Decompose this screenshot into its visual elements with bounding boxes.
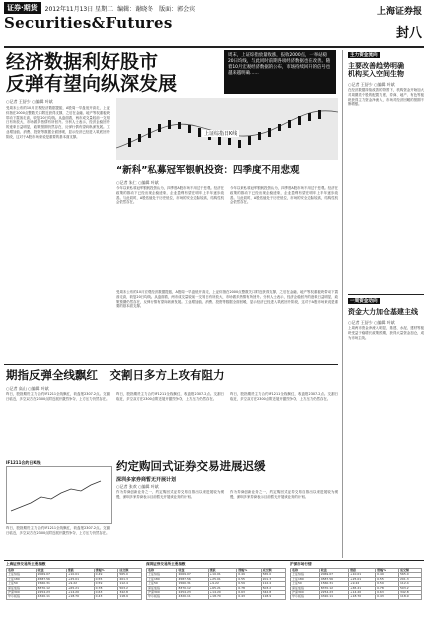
table-mid-title: 深圳证券交易所主要指数 bbox=[146, 562, 186, 566]
table-cell: 342.8 bbox=[261, 591, 285, 595]
candle bbox=[248, 136, 251, 145]
table-cell: +14.20 bbox=[66, 591, 94, 595]
table-header-cell: 名称 bbox=[291, 569, 320, 573]
table-cell: +18.70 bbox=[208, 595, 237, 599]
table-cell: 0.63 bbox=[237, 591, 261, 595]
paper-name: 上海证券报 bbox=[376, 7, 422, 17]
table-cell: 201.3 bbox=[399, 577, 422, 581]
table-cell: 4587.56 bbox=[319, 577, 348, 581]
table-cell: 上证综指 bbox=[291, 573, 320, 577]
date-line: 2012年11月13日 星期二 bbox=[44, 5, 114, 13]
table-cell: +18.70 bbox=[66, 595, 94, 599]
table-cell: 2254.23 bbox=[177, 591, 208, 595]
candle bbox=[268, 128, 271, 137]
table-cell: 118.9 bbox=[118, 595, 142, 599]
market-table-right bbox=[290, 568, 422, 600]
table-cell: 503.2 bbox=[118, 586, 142, 590]
table-cell: 2069.07 bbox=[319, 573, 348, 577]
table-cell: 201.3 bbox=[118, 577, 142, 581]
table-cell: 上证50 bbox=[291, 582, 320, 586]
table-cell: 1560.31 bbox=[319, 582, 348, 586]
table-cell: 0.43 bbox=[94, 595, 118, 599]
section-english-title: Securities&Futures bbox=[4, 14, 173, 32]
table-left-title: 上海证券交易所主要指数 bbox=[6, 562, 46, 566]
table-cell: +9.22 bbox=[208, 582, 237, 586]
table-cell: 565.0 bbox=[399, 573, 422, 577]
fund-body-col1: 今年以来私募冠军银帆投资认为，四季度A股市场不用过于悲观。经济在政策的推动下已经出现企稳迹象，企业盈利有望在明年上半年逐步改善。与此同时，A股估值处于历史低位，市场的安全边际较高，结构性机会依然存在。 bbox=[116, 186, 224, 205]
table-cell: 沪深300 bbox=[291, 591, 320, 595]
candle bbox=[148, 128, 151, 138]
table-cell: 0.78 bbox=[94, 586, 118, 590]
candle bbox=[318, 110, 321, 119]
column-divider bbox=[342, 50, 343, 558]
table-cell: 0.59 bbox=[376, 582, 399, 586]
candle bbox=[198, 128, 201, 137]
table-header-cell: 收盘 bbox=[36, 569, 66, 573]
table-right-title: 沪深市场行情 bbox=[290, 562, 312, 566]
masthead-top-line bbox=[4, 3, 195, 13]
section-rule bbox=[4, 364, 338, 365]
table-cell: 上证50 bbox=[147, 582, 177, 586]
candle bbox=[228, 138, 231, 145]
table-cell: 0.78 bbox=[376, 586, 399, 590]
candle bbox=[298, 116, 301, 125]
table-cell: +9.22 bbox=[66, 582, 94, 586]
futures-line bbox=[11, 481, 101, 511]
repo-subheadline: 深圳多家券商暂无开展计划 bbox=[116, 477, 177, 483]
table-cell: 112.4 bbox=[118, 582, 142, 586]
candle bbox=[158, 124, 161, 132]
futures-headline: 期指反弹全线飘红 交割日多方上攻有阻力 bbox=[6, 368, 225, 382]
table-cell: 0.43 bbox=[237, 595, 261, 599]
table-cell: 上证180 bbox=[7, 577, 37, 581]
table-cell: 中小板指 bbox=[7, 595, 37, 599]
table-cell: 8370.12 bbox=[319, 586, 348, 590]
futures-chart-title: IF1211合约日K线 bbox=[6, 460, 41, 465]
table-cell: 0.59 bbox=[94, 582, 118, 586]
table-cell: +18.70 bbox=[349, 595, 376, 599]
candle bbox=[288, 120, 291, 128]
table-cell: 112.4 bbox=[399, 582, 422, 586]
masthead bbox=[0, 0, 428, 48]
candle bbox=[258, 132, 261, 140]
fund-headline: “新科”私募冠军银帆投资：四季度不用悲观 bbox=[116, 165, 300, 176]
table-cell: 1560.31 bbox=[36, 582, 66, 586]
table-cell: 0.63 bbox=[376, 591, 399, 595]
right-lower-label: 一周资金动向 bbox=[350, 299, 378, 304]
table-cell: +65.21 bbox=[349, 586, 376, 590]
table-cell: 565.0 bbox=[118, 573, 142, 577]
table-cell: 深证成指 bbox=[7, 586, 37, 590]
table-cell: 2254.23 bbox=[36, 591, 66, 595]
right-lower-byline: ○记者 王舒少 ○编辑 叶斌 bbox=[348, 320, 395, 325]
table-cell: 8370.12 bbox=[36, 586, 66, 590]
table-cell: 4587.56 bbox=[177, 577, 208, 581]
candlestick-chart bbox=[116, 98, 338, 160]
table-cell: 0.55 bbox=[237, 577, 261, 581]
futures-body-cont: 昨日，股指期货主力合约IF1211全线飘红，收盘报2307.2点。交割日临近，多空双方在2300点附近展开激烈争夺，上方压力仍然存在。 bbox=[6, 526, 110, 535]
table-cell: 503.2 bbox=[261, 586, 285, 590]
editor-line: 编辑：谢晓冬 版面：郭会宾 bbox=[117, 5, 196, 13]
table-cell: 上证50 bbox=[7, 582, 37, 586]
table-cell: 201.3 bbox=[261, 577, 285, 581]
table-cell: 503.2 bbox=[399, 586, 422, 590]
table-cell: +10.01 bbox=[349, 573, 376, 577]
candle bbox=[128, 138, 131, 147]
right-rule bbox=[348, 294, 424, 295]
table-header-cell: 名称 bbox=[147, 569, 177, 573]
table-header-cell: 涨幅% bbox=[237, 569, 261, 573]
lead-headline-line1: 经济数据利好股市 bbox=[6, 51, 159, 73]
futures-chart bbox=[6, 466, 112, 524]
futures-body-col3: 昨日，股指期货主力合约IF1211全线飘红，收盘报2307.2点。交割日临近，多空双方在2300点附近展开激烈争夺，上方压力仍然存在。 bbox=[230, 392, 338, 401]
futures-body-col2: 昨日，股指期货主力合约IF1211全线飘红，收盘报2307.2点。交割日临近，多空双方在2300点附近展开激烈争夺，上方压力仍然存在。 bbox=[116, 392, 224, 401]
section-badge: 证券·期货 bbox=[4, 2, 41, 14]
table-cell: 沪深300 bbox=[147, 591, 177, 595]
table-cell: 深证成指 bbox=[147, 586, 177, 590]
table-cell: 112.4 bbox=[261, 582, 285, 586]
table-cell: 118.9 bbox=[261, 595, 285, 599]
table-cell: 4320.11 bbox=[319, 595, 348, 599]
market-table-left bbox=[6, 568, 142, 600]
lead-chart bbox=[116, 98, 338, 160]
table-cell: 4320.11 bbox=[36, 595, 66, 599]
right-lower-body: 上周两市资金净流入明显，基建、水泥、建材等板块受益于稳增长政策预期，获得大量资金加仓，成为市场主线。 bbox=[348, 326, 424, 340]
table-cell: 0.49 bbox=[237, 573, 261, 577]
table-cell: +14.20 bbox=[349, 591, 376, 595]
table-cell: +65.21 bbox=[66, 586, 94, 590]
table-header-cell: 名称 bbox=[7, 569, 37, 573]
table-cell: +65.21 bbox=[208, 586, 237, 590]
candle bbox=[188, 125, 191, 133]
right-top-label: 主力资金流向 bbox=[350, 53, 378, 58]
repo-body-col2: 作为券商创新业务之一，约定购回式证券交易自推出以来进展较为缓慢，深圳多家券商表示目前暂无开展该业务的计划。 bbox=[230, 490, 338, 499]
table-cell: 1560.31 bbox=[177, 582, 208, 586]
right-body: 在经济数据持续改善的背景下，机构资金开始加大对周期类个股的配置力度，券商、地产、有色等板块获得主力资金净流入，市场对经济回暖的预期不断增强。 bbox=[348, 88, 424, 107]
chart-label: 上证综指日K线 bbox=[204, 131, 238, 137]
table-cell: 上证综指 bbox=[147, 573, 177, 577]
table-cell: 0.49 bbox=[94, 573, 118, 577]
table-cell: +10.01 bbox=[208, 573, 237, 577]
candle bbox=[168, 120, 171, 129]
masthead-rule bbox=[4, 46, 424, 48]
repo-headline: 约定购回式证券交易进展迟缓 bbox=[116, 459, 266, 473]
candle bbox=[178, 122, 181, 129]
table-cell: 中小板指 bbox=[147, 595, 177, 599]
market-table-mid bbox=[146, 568, 286, 600]
candle bbox=[308, 113, 311, 121]
repo-byline: ○记者 张欢 ○编辑 叶斌 bbox=[116, 484, 159, 489]
page-number: 封八 bbox=[395, 26, 422, 41]
table-cell: 8370.12 bbox=[177, 586, 208, 590]
bottom-rule bbox=[4, 560, 424, 561]
lead-byline: ○记者 王舒少 ○编辑 叶斌 bbox=[6, 99, 53, 104]
lead-headline bbox=[6, 52, 226, 96]
table-cell: 342.8 bbox=[399, 591, 422, 595]
lead-body-cont: 受周末公布的10月宏观经济数据提振，A股周一早盘低开高走，上证综指在2000点整数关口附近获得支撑，之后在金融、地产等权重板块带动下震荡走高，收复20日均线。从盘面看，两市成交量较前一交易日有所放大，市场做多热情有所回升。分析人士表示，经济企稳回升的迹象日益明显，政策预期仍然存在，反弹行情有望向纵深发展。工业增加值、消费、投资等数据全面回暖，显示经济已经进入筑底回升阶段，这对于A股市场来说是重要的基本面支撑。 bbox=[116, 290, 338, 309]
table-cell: 2254.23 bbox=[319, 591, 348, 595]
table-header-cell: 涨跌 bbox=[349, 569, 376, 573]
table-cell: 565.0 bbox=[261, 573, 285, 577]
table-header-cell: 涨跌 bbox=[208, 569, 237, 573]
candles bbox=[128, 110, 321, 148]
table-header-cell: 成交额 bbox=[261, 569, 285, 573]
candle bbox=[218, 136, 221, 145]
right-headline: 主要改善趋势明确 机构买入空间生物 bbox=[348, 62, 404, 79]
futures-candles bbox=[7, 467, 111, 523]
table-row bbox=[147, 595, 286, 599]
futures-byline: ○记者 高山 ○编辑 叶斌 bbox=[6, 386, 49, 391]
table-header-cell: 涨幅% bbox=[376, 569, 399, 573]
repo-body-col1: 作为券商创新业务之一，约定购回式证券交易自推出以来进展较为缓慢，深圳多家券商表示目前暂无开展该业务的计划。 bbox=[116, 490, 224, 499]
table-cell: 2069.07 bbox=[36, 573, 66, 577]
table-row bbox=[291, 595, 422, 599]
table-cell: 0.55 bbox=[94, 577, 118, 581]
table-cell: 沪深300 bbox=[7, 591, 37, 595]
fund-byline: ○记者 朱仁 ○编辑 叶斌 bbox=[116, 180, 159, 185]
table-cell: 上证180 bbox=[147, 577, 177, 581]
table-header-cell: 收盘 bbox=[177, 569, 208, 573]
table-cell: 342.8 bbox=[118, 591, 142, 595]
table-cell: 2069.07 bbox=[177, 573, 208, 577]
table-cell: 0.49 bbox=[376, 573, 399, 577]
table-cell: 中小板指 bbox=[291, 595, 320, 599]
fund-body-col2: 今年以来私募冠军银帆投资认为，四季度A股市场不用过于悲观。经济在政策的推动下已经出现企稳迹象，企业盈利有望在明年上半年逐步改善。与此同时，A股估值处于历史低位，市场的安全边际较高，结构性机会依然存在。 bbox=[230, 186, 338, 205]
table-cell: 0.43 bbox=[376, 595, 399, 599]
table-cell: 上证180 bbox=[291, 577, 320, 581]
table-cell: +25.01 bbox=[66, 577, 94, 581]
table-cell: +10.01 bbox=[66, 573, 94, 577]
lead-sidebar-quote: 周末，上证综指放量收涨，报收2000点，一举站稳20日均线，与此同时前期各项经济数据也在改善。随着10月宏观经济数据的公布，市场持续回升的信号也越来越明确…… bbox=[224, 50, 336, 94]
table-cell: +25.01 bbox=[349, 577, 376, 581]
table-cell: 0.78 bbox=[237, 586, 261, 590]
table-cell: 上证综指 bbox=[7, 573, 37, 577]
candle bbox=[278, 124, 281, 131]
table-cell: 0.59 bbox=[237, 582, 261, 586]
table-cell: 4587.56 bbox=[36, 577, 66, 581]
futures-body-col1: 昨日，股指期货主力合约IF1211全线飘红，收盘报2307.2点。交割日临近，多空双方在2300点附近展开激烈争夺，上方压力仍然存在。 bbox=[6, 392, 110, 401]
lead-body-col1: 受周末公布的10月宏观经济数据提振，A股周一早盘低开高走，上证综指在2000点整数关口附近获得支撑，之后在金融、地产等权重板块带动下震荡走高，收复20日均线。从盘面看，两市成交量较前一交易日有所放大，市场做多热情有所回升。分析人士表示，经济企稳回升的迹象日益明显，政策预期仍然存在，反弹行情有望向纵深发展。工业增加值、消费、投资等数据全面回暖，显示经济已经进入筑底回升阶段，这对于A股市场来说是重要的基本面支撑。 bbox=[6, 106, 110, 139]
table-cell: +25.01 bbox=[208, 577, 237, 581]
lead-headline-line2: 反弹有望向纵深发展 bbox=[6, 72, 178, 95]
table-header-cell: 涨幅% bbox=[94, 569, 118, 573]
table-cell: 深证成指 bbox=[291, 586, 320, 590]
table-header-cell: 成交额 bbox=[399, 569, 422, 573]
right-byline: ○记者 王舒少 ○编辑 叶斌 bbox=[348, 82, 395, 87]
table-cell: 0.63 bbox=[94, 591, 118, 595]
table-row bbox=[7, 595, 142, 599]
candle bbox=[138, 134, 141, 142]
table-cell: +14.20 bbox=[208, 591, 237, 595]
candle bbox=[238, 140, 241, 148]
table-cell: 118.9 bbox=[399, 595, 422, 599]
table-cell: 0.55 bbox=[376, 577, 399, 581]
table-cell: +9.22 bbox=[349, 582, 376, 586]
table-header-cell: 涨跌 bbox=[66, 569, 94, 573]
right-lower-headline: 资金大力加仓基建主线 bbox=[348, 308, 418, 316]
table-header-cell: 收盘 bbox=[319, 569, 348, 573]
table-cell: 4320.11 bbox=[177, 595, 208, 599]
table-header-cell: 成交额 bbox=[118, 569, 142, 573]
